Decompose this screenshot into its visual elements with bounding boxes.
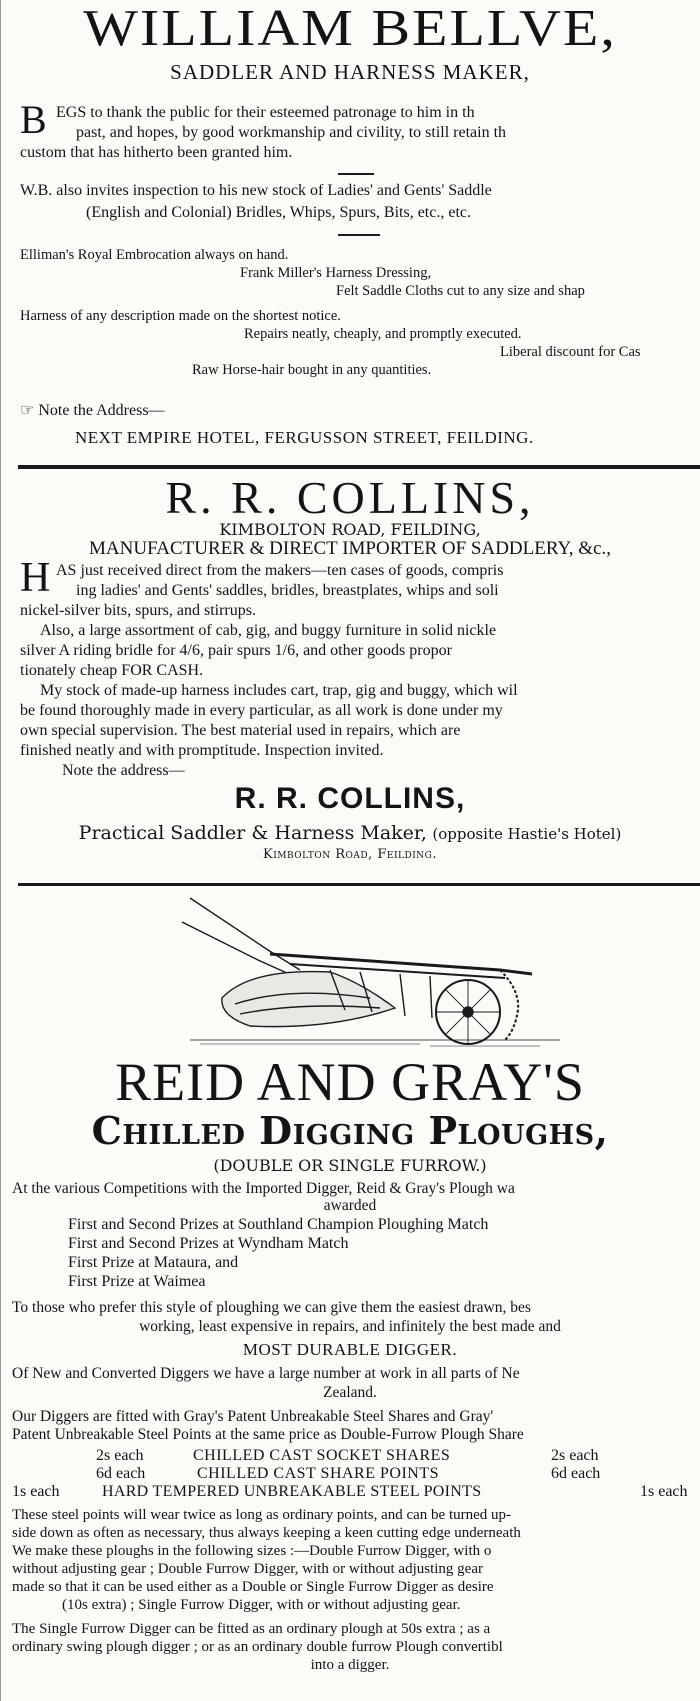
reid-gray-prefer-line: To those who prefer this style of ploughing we can give them the easiest drawn, bes xyxy=(12,1299,531,1316)
bellve-item: Elliman's Royal Embrocation always on hand. xyxy=(20,247,289,263)
reid-gray-prefer-line: working, least expensive in repairs, and infinitely the best made and xyxy=(139,1318,561,1335)
bellve-item: Liberal discount for Cas xyxy=(500,344,641,360)
collins-opposite: (opposite Hastie's Hotel) xyxy=(432,825,622,843)
bellve-item: Repairs neatly, cheaply, and promptly executed. xyxy=(244,326,522,342)
price-left: 2s each xyxy=(96,1447,144,1464)
collins-body-line: AS just received direct from the makers—ten cases of goods, compris xyxy=(56,562,504,579)
reid-gray-fitted-line: Patent Unbreakable Steel Points at the same price as Double-Furrow Plough Share xyxy=(12,1426,524,1443)
reid-gray-competition-line: At the various Competitions with the Imported Digger, Reid & Gray's Plough wa xyxy=(12,1180,515,1197)
reid-gray-sizes-line: We make these ploughs in the following sizes :—Double Furrow Digger, with o xyxy=(12,1543,492,1559)
collins-body-line: silver A riding bridle for 4/6, pair spurs 1/6, and other goods propor xyxy=(20,642,452,659)
collins-body-line: nickel-silver bits, spurs, and stirrups. xyxy=(20,602,256,619)
bellve-address: NEXT EMPIRE HOTEL, FERGUSSON STREET, FEILDING. xyxy=(75,428,534,447)
bellve-item: Felt Saddle Cloths cut to any size and shap xyxy=(336,283,585,299)
reid-gray-prize: First Prize at Mataura, and xyxy=(68,1254,239,1271)
reid-gray-title: REID AND GRAY'S xyxy=(115,1052,585,1112)
collins-footer: Kimbolton Road, Feilding. xyxy=(262,847,437,862)
collins-dropcap: H xyxy=(20,555,51,601)
bellve-item: Raw Horse-hair bought in any quantities. xyxy=(192,362,432,378)
price-item: CHILLED CAST SOCKET SHARES xyxy=(193,1447,451,1464)
price-item: HARD TEMPERED UNBREAKABLE STEEL POINTS xyxy=(102,1483,482,1500)
collins-title: R. R. COLLINS, xyxy=(165,472,535,523)
price-right: 2s each xyxy=(551,1447,599,1464)
bellve-advertisement xyxy=(0,0,700,458)
reid-gray-single-line: into a digger. xyxy=(310,1657,390,1673)
reid-gray-steel-line: These steel points will wear twice as long as ordinary points, and can be turned up- xyxy=(12,1507,512,1523)
bellve-item: Harness of any description made on the shortest notice. xyxy=(20,308,341,324)
bellve-intro-line: past, and hopes, by good workmanship and civility, to still retain th xyxy=(76,124,507,141)
reid-gray-prize: First Prize at Waimea xyxy=(68,1273,206,1290)
bellve-stock-line: (English and Colonial) Bridles, Whips, Spurs, Bits, etc., etc. xyxy=(86,204,471,221)
price-left: 1s each xyxy=(12,1483,60,1500)
price-right: 1s each xyxy=(640,1483,688,1500)
reid-gray-single-line: ordinary swing plough digger ; or as an ordinary double furrow Plough convertibl xyxy=(12,1639,503,1655)
bellve-note xyxy=(20,400,165,420)
bellve-stock-line: W.B. also invites inspection to his new stock of Ladies' and Gents' Saddle xyxy=(20,182,492,199)
reid-gray-sizes-line: made so that it can be used either as a Double or Single Furrow Digger as desire xyxy=(12,1579,494,1595)
reid-gray-sizes-line: (10s extra) ; Single Furrow Digger, with or without adjusting gear. xyxy=(62,1597,461,1613)
reid-gray-new-line: Zealand. xyxy=(323,1384,377,1401)
reid-gray-subtitle: Chilled Digging Ploughs, xyxy=(91,1108,609,1153)
price-left: 6d each xyxy=(96,1465,146,1482)
section-divider xyxy=(18,465,700,469)
price-item: CHILLED CAST SHARE POINTS xyxy=(197,1465,439,1482)
collins-title-repeat: R. R. COLLINS, xyxy=(234,782,466,815)
bellve-subtitle: SADDLER AND HARNESS MAKER, xyxy=(170,60,530,84)
bellve-title: WILLIAM BELLVE, xyxy=(83,0,617,57)
price-right: 6d each xyxy=(551,1465,601,1482)
plough-illustration xyxy=(0,890,700,1060)
collins-body-line: ing ladies' and Gents' saddles, bridles, breastplates, whips and soli xyxy=(76,582,499,599)
collins-body-line: be found thoroughly made in every particular, as all work is done under my xyxy=(20,702,503,719)
collins-trade: MANUFACTURER & DIRECT IMPORTER OF SADDLERY, &c., xyxy=(89,538,611,559)
collins-body-line: tionately cheap FOR CASH. xyxy=(20,662,204,679)
collins-advertisement xyxy=(0,470,700,880)
collins-road: KIMBOLTON ROAD, FEILDING, xyxy=(219,520,481,539)
reid-gray-advertisement xyxy=(0,890,700,1701)
collins-body-line: own special supervision. The best material used in repairs, which are xyxy=(20,722,461,739)
bellve-dropcap: B xyxy=(20,97,47,142)
reid-gray-prize: First and Second Prizes at Wyndham Match xyxy=(68,1235,349,1252)
pointing-hand-icon: ☞ xyxy=(20,402,35,419)
bellve-item: Frank Miller's Harness Dressing, xyxy=(240,265,432,281)
divider xyxy=(338,173,374,175)
collins-body-line: Also, a large assortment of cab, gig, and buggy furniture in solid nickle xyxy=(40,622,497,639)
reid-gray-sizes-line: without adjusting gear ; Double Furrow Digger, with or without adjusting gear xyxy=(12,1561,483,1577)
divider xyxy=(338,234,380,236)
reid-gray-fitted-line: Our Diggers are fitted with Gray's Patent Unbreakable Steel Shares and Gray' xyxy=(12,1408,494,1425)
reid-gray-new-line: Of New and Converted Diggers we have a large number at work in all parts of Ne xyxy=(12,1365,520,1382)
bellve-intro-line: EGS to thank the public for their esteemed patronage to him in th xyxy=(56,104,475,121)
section-divider xyxy=(18,883,700,886)
reid-gray-single-line: The Single Furrow Digger can be fitted as an ordinary plough at 50s extra ; as a xyxy=(12,1621,491,1637)
collins-body-line: My stock of made-up harness includes cart, trap, gig and buggy, which wil xyxy=(40,682,518,699)
reid-gray-prize: First and Second Prizes at Southland Champion Ploughing Match xyxy=(68,1216,489,1233)
bellve-intro-line: custom that has hitherto been granted him. xyxy=(20,144,293,161)
collins-practical: Practical Saddler & Harness Maker, xyxy=(78,822,427,844)
collins-body-line: finished neatly and with promptitude. Inspection invited. xyxy=(20,742,384,759)
reid-gray-durable: MOST DURABLE DIGGER. xyxy=(242,1340,458,1359)
bellve-note-text: Note the Address— xyxy=(38,402,165,419)
collins-note: Note the address— xyxy=(62,762,185,779)
reid-gray-steel-line: side down as often as necessary, thus always keeping a keen cutting edge underneath xyxy=(12,1525,521,1541)
collins-practical-line xyxy=(0,822,700,844)
reid-gray-competition-line: awarded xyxy=(323,1197,377,1214)
reid-gray-furrow: (DOUBLE OR SINGLE FURROW.) xyxy=(213,1156,487,1175)
